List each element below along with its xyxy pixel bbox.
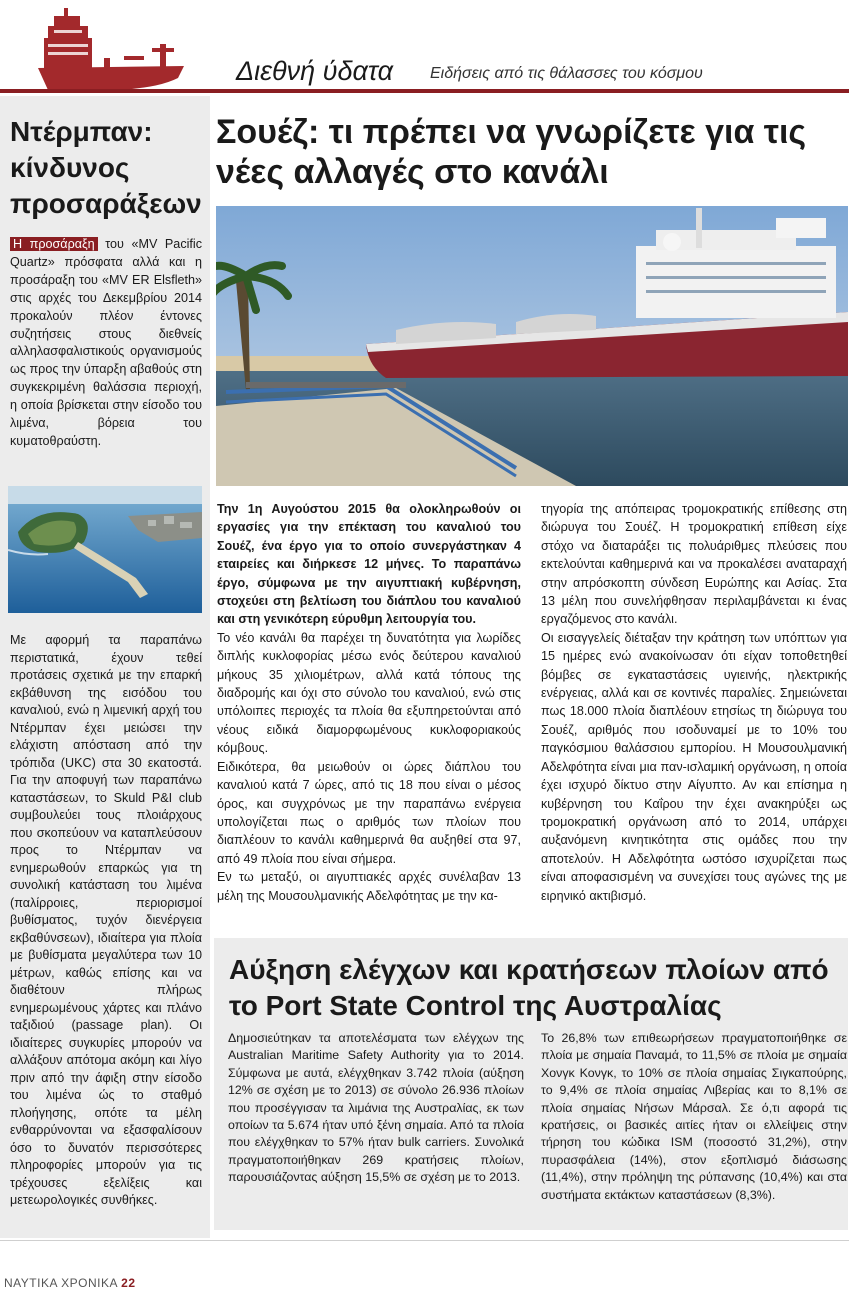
suez-column-2 [541,500,847,905]
section-subtitle: Ειδήσεις από τις θάλασσες του κόσμου [430,65,703,82]
durban-paragraph-1 [10,236,202,451]
suez-paragraph-4a: Εν τω μεταξύ, οι αιγυπτιακές αρχές συνέλαβαν 13 μέλη της Μουσουλμανικής Αδελφότητας με την κα- [217,870,521,903]
suez-paragraph-2: Το νέο κανάλι θα παρέχει τη δυνατότητα για λωρίδες διπλής κυκλοφορίας μέσω ενός δεύτερου καναλιού μήκους 35 χιλιομέτρων, αλλά κατά τόπους της διαδρομής και όχι στο σύνολο του καναλιού, ενώ στις υπόλοιπες περιοχές τα πλοία θα εξυπηρετούνται από νέους ειδικά διαμορφωμένους κυκλοφοριακούς κόμβους. [217,630,521,756]
header-rule [0,89,849,93]
masthead [0,0,849,96]
page-number: 22 [121,1276,136,1290]
section-title: Διεθνή ύδατα [236,56,393,86]
footer-rule [0,1240,849,1241]
suez-lead: Την 1η Αυγούστου 2015 θα ολοκληρωθούν οι εργασίες για την επέκταση του καναλιού του Σουέζ, ένα έργο για το οποίο συνεργάστηκαν 4 εταιρείες και διήρκεσε 12 μήνες. Το παραπάνω έργο, σύμφωνα με την αιγυπτιακή κυβέρνηση, στοχεύει στη βελτίωση του διάπλου του καναλιού και στη γενικότερη εύρυθμη λειτουργία του. [217,502,521,627]
durban-paragraph-2: Με αφορμή τα παραπάνω περιστατικά, έχουν τεθεί προτάσεις σχετικά με την επαρκή εκβάθυνση της εισόδου του καναλιού, ενώ η λιμενική αρχή του Ντέρμπαν έχει μειώσει την ελάχιστη απόσταση από την τρόπιδα (UKC) στα 30 εκατοστά. Για την αποφυγή των παραπάνω καταστάσεων, το Skuld P&I club συμβουλεύει τους πλοιάρχους που σκοπεύουν να καταπλεύσουν προς το Ντέρμπαν να ενημερωθούν επαρκώς για τη συνολική κατάσταση του λιμένα (παλίρροιες, περιορισμοί βυθίσματος, τυχόν διενέργεια εκβαθύνσεων), ιδιαίτερα για πλοία με βυθίσματα μεγαλύτερα των 10 μέτρων, καθώς επίσης και να διαθέτουν πλήρως ενημερωμένους χάρτες και πλάνο ταξιδιού (passage plan). Οι ιδιαίτερες συγκυρίες μπορούν να αλλάξουν απότομα ακόμη και λίγο πριν από την άφιξη στην είσοδο του λιμένα ώς το σταθμό πλοήγησης, οπότε τα μέλη ενθαρρύνονται να εξασφαλίσουν όσο το δυνατόν περισσότερες πληροφορίες μπορούν για τις τρέχουσες εξελίξεις και μετεωρολογικές συνθήκες. [10,633,202,1207]
suez-paragraph-4b: τηγορία της απόπειρας τρομοκρατικής επίθεσης στη διώρυγα του Σουέζ. Η τρομοκρατική επίθεση είχε στόχο να διαταράξει τις πολυάριθμες πλεύσεις που εκτελούνται καθημερινά και να προκαλέσει αναταραχή στην απρόσκοπτη σύνδεση Ευρώπης και Ασίας. Στα 13 μέλη που συνελήφθησαν περιλαμβάνεται κι ένας εργαζόμενος στο κανάλι. [541,502,847,627]
suez-paragraph-5: Οι εισαγγελείς διέταξαν την κράτηση των υπόπτων για 15 ημέρες ενώ ανακοίνωσαν ότι είχαν τοποθετηθεί βόμβες σε εγκαταστάσεις υγιεινής, ηλεκτρικής ενέργειας, αλλά και σε κοντινές παραλίες. Σημειώνεται πως 18.000 πλοία διαπλέουν ετησίως τη διώρυγα του Σουέζ, αριθμός που ισοδυναμεί με το 10% του παγκόσμιου θαλάσσιου εμπορίου. Η Μουσουλμανική Αδελφότητα είναι μια παν-ισλαμική οργάνωση, η οποία έχει ισχυρό δίκτυο στην Αίγυπτο. Αν και επίσημα η κυβέρνηση του Καΐρου την έχει ανακηρύξει ως τρομοκρατική οργάνωση από το 2014, υπάρχει αυξανόμενη κινητικότητα στις ομάδες που την αποτελούν. Η Αδελφότητα ωστόσο ισχυρίζεται πως είναι αποφασισμένη να συνεχίσει τους αγώνες της με ειρηνικό ακτιβισμό. [541,630,847,903]
australia-column-1: Δημοσιεύτηκαν τα αποτελέσματα των ελέγχων της Australian Maritime Safety Authority για το 2014. Σύμφωνα με αυτά, ελέγχθηκαν 3.742 πλοία (αύξηση 12% σε σχέση με το 2013) σε σύνολο 26.936 πλοίων που προσέγγισαν τα λιμάνια της Αυστραλίας, εκ των οποίων τα 5.674 ήταν υπό ξένη σημαία. Από τα πλοία που ελέγχθηκαν το 57% ήταν bulk carriers. Συνολικά πραγματοποιήθηκαν 269 κρατήσεις πλοίων, παρουσιάζοντας αύξηση 15,5% σε σχέση με το 2013. [228,1031,524,1185]
durban-aerial-photo [8,486,202,613]
australia-headline: Αύξηση ελέγχων και κρατήσεων πλοίων από το Port State Control της Αυστραλίας [229,954,829,1021]
suez-paragraph-3: Ειδικότερα, θα μειωθούν οι ώρες διάπλου του καναλιού κατά 7 ώρες, από τις 18 που είναι ο μέσος όρος, και συγχρόνως με την παραπάνω ενέργεια υπολογίζεται πως ο αριθμός των πλοίων που διαπλέουν το κανάλι καθημερινά θα αυξηθεί στα 97, από 49 πλοία που είναι σήμερα. [217,759,521,866]
page-footer [4,1276,136,1290]
durban-headline: Ντέρμπαν: κίνδυνος προσαράξεων [10,116,202,219]
durban-paragraph-1-text: του «MV Pacific Quartz» πρόσφατα αλλά και η προσάραξη του «MV ER Elsfleth» στις αρχές του Δεκεμβρίου 2014 προκαλούν πλέον έντονες συζητήσεις στους διεθνείς αλληλασφαλιστικούς οργανισμούς ως προς την ύπαρξη αβαθούς στη συγκεκριμένη θαλάσσια περιοχή, η οποία βρίσκεται στην είσοδο του λιμένα, βόρεια του κυματοθραύστη. [10,237,203,448]
durban-highlight: Η προσάραξη [10,237,98,251]
suez-column-1 [217,500,521,905]
ship-logo-icon [34,8,190,92]
suez-tanker-photo [216,206,848,486]
australia-column-2: Το 26,8% των επιθεωρήσεων πραγματοποιήθηκε σε πλοία με σημαία Παναμά, το 11,5% σε πλοία με σημαία Χονγκ Κονγκ, το 10% σε πλοία σημαίας Σιγκαπούρης, το 9,4% σε πλοία σημαίας Λιβερίας και το 8,1% σε πλοία σημαίας Νήσων Μάρσαλ. Σε ό,τι αφορά τις κρατήσεις, οι βασικές αιτίες ήταν οι ελλείψεις στην τήρηση του κώδικα ISM (ποσοστό 31,2%), στην πυρασφάλεια (14%), στον εξοπλισμό διάσωσης (11,4%), στην πρόληψη της ρύπανσης (10,4%) και στα συστήματα εκτάκτων καταστάσεων (8,3%). [541,1031,847,1202]
suez-headline: Σουέζ: τι πρέπει να γνωρίζετε για τις νέες αλλαγές στο κανάλι [216,113,807,191]
publication-name: ΝΑΥΤΙΚΑ ΧΡΟΝΙΚΑ [4,1276,118,1290]
